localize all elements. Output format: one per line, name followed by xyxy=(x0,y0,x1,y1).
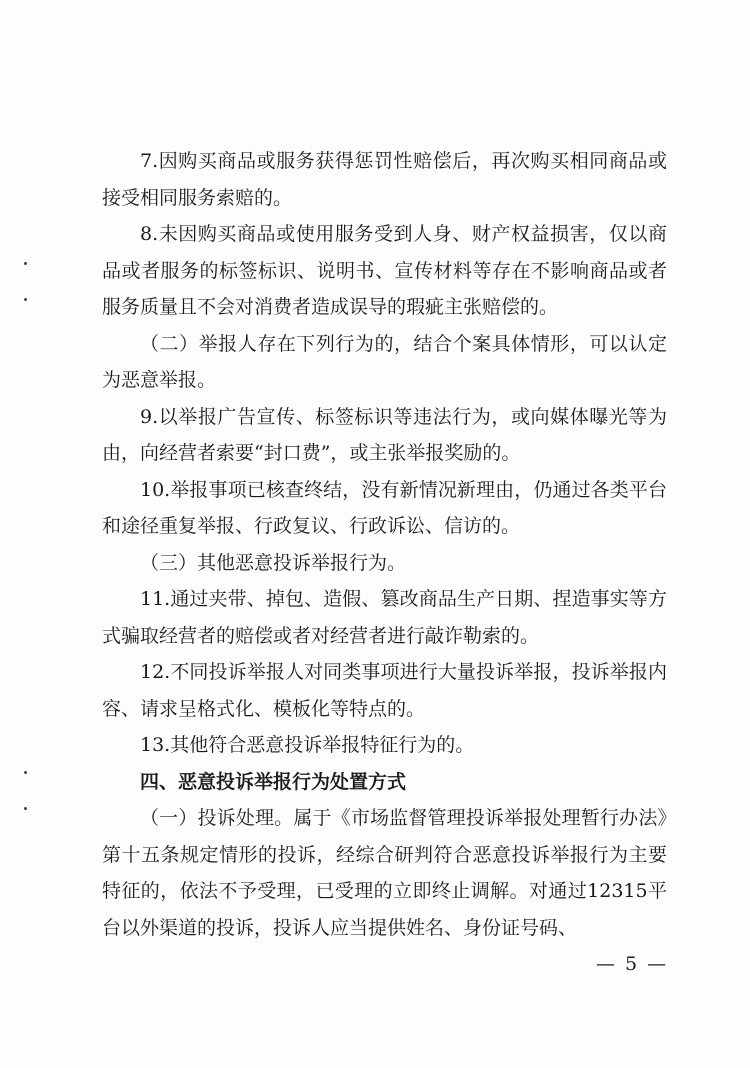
paragraph-item-13: 13.其他符合恶意投诉举报特征行为的。 xyxy=(140,734,475,756)
binding-hole-mark xyxy=(24,807,27,810)
section-heading: 四、恶意投诉举报行为处置方式 xyxy=(140,770,407,793)
paragraph-item-7: 7.因购买商品或服务获得惩罚性赔偿后，再次购买相同商品或接受相同服务索赔的。 xyxy=(102,150,667,209)
paragraph-complaint-handling: （一）投诉处理。属于《市场监督管理投诉举报处理暂行办法》第十五条规定情形的投诉，经综合研判符合恶意投诉举报行为主要特征的，依法不予受理，已受理的立即终止调解。对通过12315平台以外渠道的投诉，投诉人应当提供姓名、身份证号码、 xyxy=(102,807,667,939)
binding-hole-mark xyxy=(24,262,27,265)
paragraph-item-8: 8.未因购买商品或使用服务受到人身、财产权益损害，仅以商品或者服务的标签标识、说明书、宣传材料等存在不影响商品或者服务质量且不会对消费者造成误导的瑕疵主张赔偿的。 xyxy=(102,223,667,318)
paragraph-item-9: 9.以举报广告宣传、标签标识等违法行为，或向媒体曝光等为由，向经营者索要“封口费”，或主张举报奖励的。 xyxy=(102,405,667,464)
paragraph-subsection-2: （二）举报人存在下列行为的，结合个案具体情形，可以认定为恶意举报。 xyxy=(102,332,667,391)
binding-hole-mark xyxy=(24,771,27,774)
paragraph-item-12: 12.不同投诉举报人对同类事项进行大量投诉举报，投诉举报内容、请求呈格式化、模板化等特点的。 xyxy=(102,661,667,720)
binding-hole-mark xyxy=(24,298,27,301)
document-body xyxy=(102,143,667,946)
paragraph-item-10: 10.举报事项已核查终结，没有新情况新理由，仍通过各类平台和途径重复举报、行政复议、行政诉讼、信访的。 xyxy=(102,478,667,537)
paragraph-item-11: 11.通过夹带、掉包、造假、篡改商品生产日期、捏造事实等方式骗取经营者的赔偿或者对经营者进行敲诈勒索的。 xyxy=(102,588,667,647)
paragraph-subsection-3: （三）其他恶意投诉举报行为。 xyxy=(140,551,407,574)
page-number: — 5 — xyxy=(596,953,669,975)
